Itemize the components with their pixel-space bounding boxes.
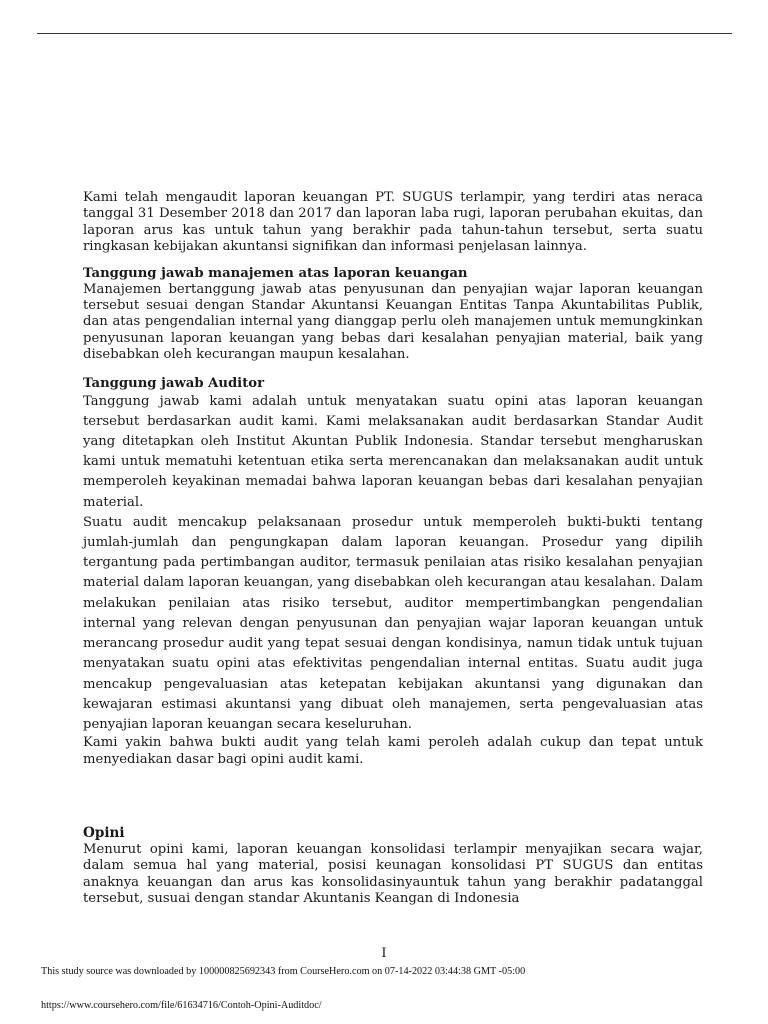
document-body: [83, 190, 703, 908]
management-responsibility-paragraph: Manajemen bertanggung jawab atas penyusunan dan penyajian wajar laporan keuangan tersebut sesuai dengan Standar Akuntansi Keuangan Entitas Tanpa Akuntabilitas Publik, dan atas pengendalian internal yang dianggap perlu oleh manajemen untuk memungkinkan penyusunan laporan keuangan yang bebas dari kesalahan penyajian material, baik yang disebabkan oleh kecurangan maupun kesalahan.: [83, 281, 703, 363]
top-divider: [37, 33, 732, 34]
download-notice: This study source was downloaded by 100000825692343 from CourseHero.com on 07-14-2022 03:44:38 GMT -05:00: [41, 966, 526, 977]
intro-paragraph: Kami telah mengaudit laporan keuangan PT. SUGUS terlampir, yang terdiri atas neraca tanggal 31 Desember 2018 dan 2017 dan laporan laba rugi, laporan perubahan ekuitas, dan laporan arus kas untuk tahun yang berakhir pada tahun-tahun tersebut, serta suatu ringkasan kebijakan akuntansi signifikan dan informasi penjelasan lainnya.: [83, 190, 703, 255]
auditor-responsibility-heading: Tanggung jawab Auditor: [83, 375, 265, 391]
management-responsibility-heading: Tanggung jawab manajemen atas laporan keuangan: [83, 265, 468, 281]
auditor-paragraph-1: Tanggung jawab kami adalah untuk menyatakan suatu opini atas laporan keuangan tersebut berdasarkan audit kami. Kami melaksanakan audit berdasarkan Standar Audit yang ditetapkan oleh Institut Akuntan Publik Indonesia. Standar tersebut mengharuskan kami untuk mematuhi ketentuan etika serta merencanakan dan melaksanakan audit untuk memperoleh keyakinan memadai bahwa laporan keuangan bebas dari kesalahan penyajian material.: [83, 393, 703, 510]
opinion-heading: Opini: [83, 824, 125, 841]
page-number: I: [381, 946, 387, 961]
auditor-paragraph-3: Kami yakin bahwa bukti audit yang telah kami peroleh adalah cukup dan tepat untuk menyediakan dasar bagi opini audit kami.: [83, 735, 703, 767]
source-url-link[interactable]: https://www.coursehero.com/file/61634716/Contoh-Opini-Auditdoc/: [41, 1000, 322, 1011]
opinion-paragraph: Menurut opini kami, laporan keuangan konsolidasi terlampir menyajikan secara wajar, dalam semua hal yang material, posisi keunagan konsolidasi PT SUGUS dan entitas anaknya keuangan dan arus kas konsolidasinyauntuk tahun yang berakhir padatanggal tersebut, susuai dengan standar Akuntanis Keangan di Indonesia: [83, 841, 703, 907]
auditor-paragraph-2: Suatu audit mencakup pelaksanaan prosedur untuk memperoleh bukti-bukti tentang jumlah-jumlah dan pengungkapan dalam laporan keuangan. Prosedur yang dipilih tergantung pada pertimbangan auditor, termasuk penilaian atas risiko kesalahan penyajian material dalam laporan keuangan, yang disebabkan oleh kecurangan atau kesalahan. Dalam melakukan penilaian atas risiko tersebut, auditor mempertimbangkan pengendalian internal yang relevan dengan penyusunan dan penyajian wajar laporan keuangan untuk merancang prosedur audit yang tepat sesuai dengan kondisinya, namun tidak untuk tujuan menyatakan suatu opini atas efektivitas pengendalian internal entitas. Suatu audit juga mencakup pengevaluasian atas ketepatan kebijakan akuntansi yang digunakan dan kewajaran estimasi akuntansi yang dibuat oleh manajemen, serta pengevaluasian atas penyajian laporan keuangan secara keseluruhan.: [83, 514, 703, 732]
